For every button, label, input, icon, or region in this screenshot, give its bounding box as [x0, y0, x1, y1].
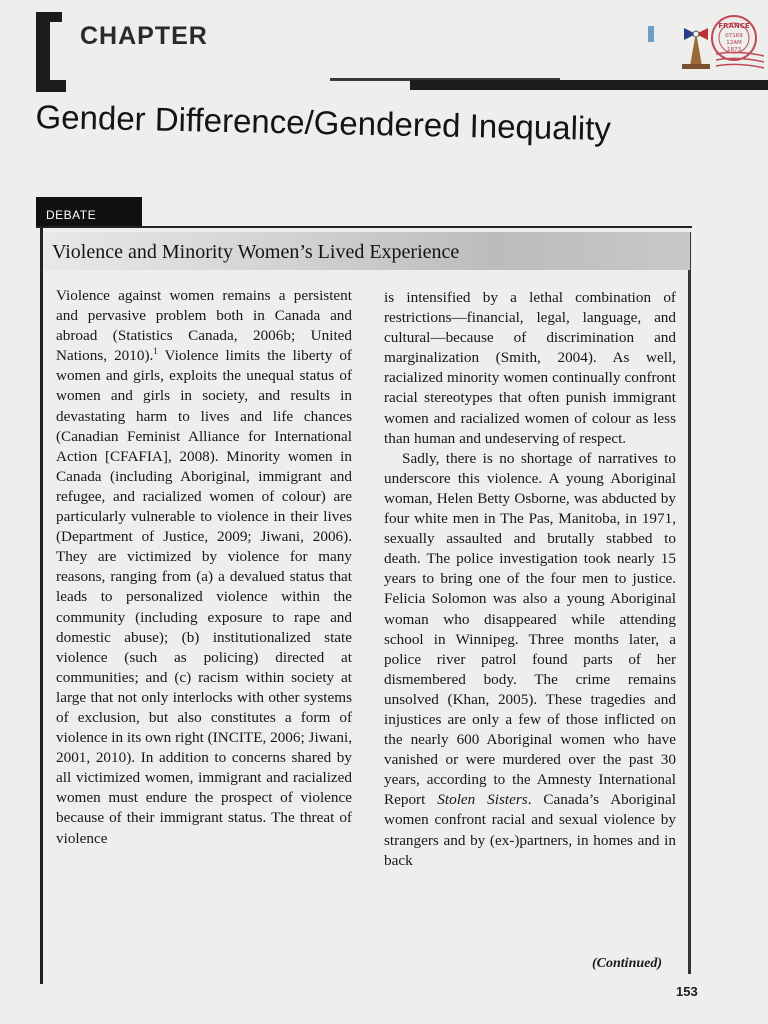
- report-title: Stolen Sisters: [437, 791, 528, 809]
- box-right-border: [688, 232, 691, 974]
- header-rule: [410, 80, 768, 90]
- box-left-border: [40, 226, 43, 984]
- stamp-country: FRANCE: [718, 22, 750, 30]
- page-tab-marker: [648, 26, 654, 42]
- stamp-line3: 1873: [727, 47, 741, 53]
- postage-stamp-image: [676, 14, 766, 72]
- right-para2-b: . Canada’s Aboriginal women confront racial and sexual violence by strangers and by (ex-)partners, in homes and in back: [384, 791, 676, 869]
- left-column-text: [56, 286, 352, 849]
- chapter-title: Gender Difference/Gendered Inequality: [35, 98, 612, 148]
- footnote-marker: 1: [153, 346, 158, 357]
- debate-heading: Violence and Minority Women’s Lived Experience: [52, 241, 460, 263]
- right-para2: [384, 449, 676, 871]
- left-text-b: Violence limits the liberty of women and girls, exploits the unequal status of women and girls in society, and results in devastating harm to lives and life chances (Canadian Feminist Alliance for International Action [CFAFIA], 2008). Minority women in Canada (including Aboriginal, immigrant and refugee, and racialized women of colour) are particularly vulnerable to violence in their lives (Department of Justice, 2009; Jiwani, 2006). They are victimized by violence for many reasons, ranging from (a) a devalued status that leads to personalized violence within the community (including exposure to rape and domestic abuse); (b) institutionalized state violence (such as policing) directed at communities; and (c) racism within society at large that not only interlocks with other systems of exclusion, but also constitutes a form of violence in its own right (INCITE, 2006; Jiwani, 2001, 2010). In addition to concerns shared by all victimized women, immigrant and racialized women must endure the prospect of violence because of their immigrant status. The threat of violence: [56, 347, 352, 847]
- stamp-line1: 07169: [725, 33, 743, 39]
- box-top-border: [36, 226, 692, 228]
- right-column-text: [384, 288, 676, 871]
- stamp-line2: 12AM: [726, 40, 742, 46]
- chapter-bracket-bottom: [36, 80, 66, 92]
- chapter-bracket-top: [36, 12, 62, 22]
- debate-label: DEBATE: [46, 208, 97, 222]
- right-para2-a: Sadly, there is no shortage of narratives to underscore this violence. A young Aboriginal woman, Helen Betty Osborne, was abducted by four white men in The Pas, Manitoba, in 1971, sexually assaulted and brutally stabbed to death. The police investigation took nearly 15 years to bring one of the four men to justice. Felicia Solomon was also a young Aboriginal woman who disappeared while attending school in Winnipeg. Three months later, a police river patrol found parts of her dismembered body. The crime remains unsolved (Khan, 2005). These tragedies and injustices are only a few of those inflicted on the nearly 600 Aboriginal women who have vanished or were murdered over the past 30 years, according to the Amnesty International Report: [384, 449, 676, 809]
- right-para1: is intensified by a lethal combination of restrictions—financial, legal, language, and cultural—because of discrimination and marginalization (Smith, 2004). As well, racialized minority women continually confront racial stereotypes that often punish immigrant women and racialized women of colour as less than human and undeserving of respect.: [384, 289, 676, 447]
- continued-label: (Continued): [592, 956, 663, 971]
- left-text-a: Violence against women remains a persistent and pervasive problem both in Canada and abroad (Statistics Canada, 2006b; United Nations, 2010).: [56, 287, 352, 365]
- chapter-label: CHAPTER: [80, 22, 208, 50]
- page-number: 153: [676, 984, 698, 999]
